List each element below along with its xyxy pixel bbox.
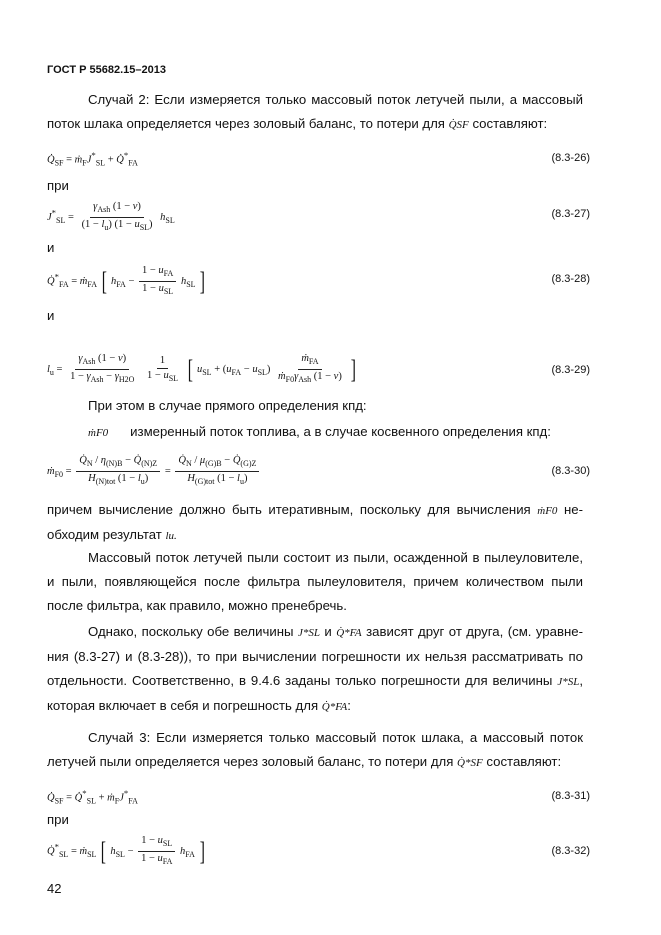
- equation-number: (8.3-29): [551, 364, 590, 376]
- equation-8-3-30: ṁ$_{F0}$ = $\frac{Q̇_N / \eta_{(N)B} - Q̇_{(N)Z}}{H_{(N)tot} (1 - l_u)}$ = $\frac{Q̇_N / \mu_{(G)B} - Q̇_{(G)Z}}{H_{(G)tot} (1 - l_u)}$: [47, 454, 261, 489]
- word-i: и: [47, 240, 55, 255]
- word-pri: при: [47, 812, 69, 827]
- symbol-m-f0: ṁF0: [88, 427, 109, 439]
- paragraph-text: Случай 2: Если измеряется только массовый поток летучей пыли, а массовый поток шлака определяется через золовый баланс, то потери для: [47, 92, 583, 131]
- symbol-j-sl: J*SL: [297, 627, 320, 639]
- paragraph-text: не-обходим результат: [47, 502, 583, 542]
- equation-number: (8.3-30): [551, 465, 590, 477]
- equation-number: (8.3-32): [551, 845, 590, 857]
- equation-number: (8.3-31): [551, 790, 590, 802]
- paragraph-text: ,: [579, 673, 583, 688]
- equation-8-3-32: $Q̇^*_{SL}$ = ṁ$_{SL}$ [ $h_{SL}$ − $\frac{1 - u_{SL}}{1 - u_{FA}}$ $h_{FA}$ ]: [47, 835, 205, 867]
- paragraph-text: составляют:: [486, 754, 562, 769]
- paragraph-text: причем вычисление должно быть итеративным, поскольку для вычисления: [47, 502, 531, 517]
- paragraph-text: и: [324, 624, 332, 639]
- equation-8-3-28: $Q̇^*_{FA}$ = ṁ$_{FA}$ [ $h_{FA}$ − $\frac{1 - u_{FA}}{1 - u_{SL}}$ $h_{SL}$ ]: [47, 265, 206, 297]
- paragraph-text: которая включает в себя и погрешность для: [47, 698, 319, 713]
- equation-8-3-31: $Q̇_{SF}$ = $Q̇^*_{SL}$ + $ṁ_FJ^*_{FA}$: [47, 788, 138, 806]
- symbol-l-u: lu.: [165, 530, 177, 542]
- paragraph-fuel-flow: [88, 424, 551, 439]
- symbol-q-sf: Q̇SF: [448, 119, 469, 131]
- equation-8-3-29: $l_u$ = $\frac{\gamma_{Ash} (1 - \nu)}{1 - \gamma_{Ash} - \gamma_{H2O}}$ $\frac{1}{1 - u_{SL}}$ [ $u_{SL} + (u_{FA} - u_{SL})$ $\frac{ṁ_{FA}}{ṁ_{F0}\gamma_{Ash} (1 - \nu)}$ ]: [47, 353, 357, 385]
- paragraph-fly-ash: Массовый поток летучей пыли состоит из пыли, осажденной в пылеуловителе, и пыли, появляющейся после фильтра пылеуловителя, причем количеством пыли после фильтра, как правило, можно пренебречь.: [47, 550, 583, 613]
- page-number: 42: [47, 881, 62, 896]
- symbol-q-fa: Q̇*FA: [336, 627, 362, 639]
- symbol-j-sl: J*SL: [557, 676, 580, 688]
- symbol-q-fa: Q̇*FA: [321, 701, 348, 713]
- paragraph-text: Случай 3: Если измеряется только массовый поток шлака, а массовый поток летучей пыли определяется через золовый баланс, то потери для: [47, 730, 583, 769]
- equation-8-3-27: $J^*_{SL}$ = $\frac{\gamma_{Ash} (1 - \nu)}{(1 - l_u) (1 - u_{SL})}$ $h_{SL}$: [47, 201, 175, 233]
- word-pri: при: [47, 178, 69, 193]
- paragraph-text: измеренный поток топлива, а в случае косвенного определения кпд:: [130, 424, 551, 439]
- paragraph-text: составляют:: [472, 116, 548, 131]
- paragraph-text: зависят друг от друга, (см. уравне-ния (8.3-27) и (8.3-28)), то при вычислении погрешности их нельзя рассматривать по отдельности. Соответственно, в 9.4.6 заданы только погрешности для величины: [47, 624, 583, 688]
- equation-8-3-26: $Q̇_{SF}$ = $ṁ_FJ^*_{SL}$ + $Q̇^*_{FA}$: [47, 150, 138, 168]
- equation-number: (8.3-26): [551, 152, 590, 164]
- paragraph-uncertainty: [47, 620, 583, 719]
- symbol-m-f0: ṁF0: [537, 505, 558, 517]
- symbol-q-sf: Q̇*SF: [457, 757, 483, 769]
- paragraph-iterative: [47, 498, 583, 548]
- paragraph-text: Однако, поскольку обе величины: [88, 624, 294, 639]
- paragraph-text: :: [347, 698, 351, 713]
- paragraph-text: При этом в случае прямого определения кпд:: [88, 398, 367, 413]
- paragraph-case-2: [47, 88, 583, 137]
- equation-number: (8.3-28): [551, 273, 590, 285]
- page-header: ГОСТ Р 55682.15–2013: [47, 64, 166, 76]
- equation-number: (8.3-27): [551, 208, 590, 220]
- paragraph-case-3: [47, 726, 583, 775]
- word-i: и: [47, 308, 55, 323]
